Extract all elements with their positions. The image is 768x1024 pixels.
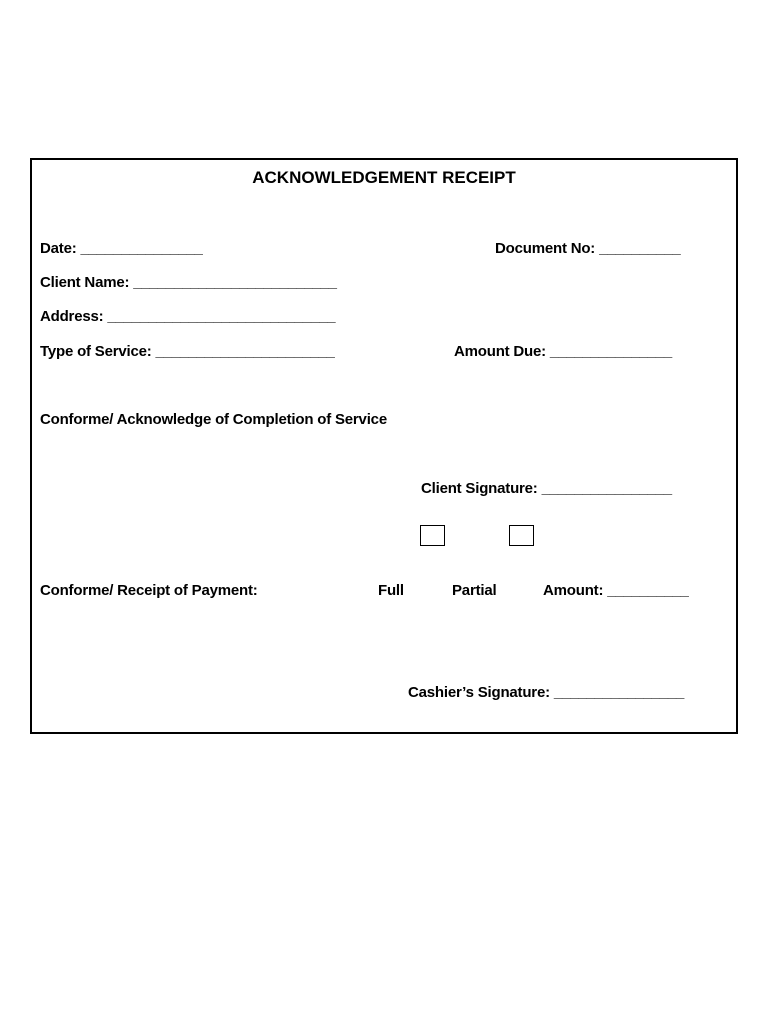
- date-field[interactable]: Date: _______________: [40, 240, 203, 257]
- cashier-signature-field[interactable]: Cashier’s Signature: ________________: [408, 684, 685, 701]
- conforme-completion-label: Conforme/ Acknowledge of Completion of Service: [40, 411, 387, 428]
- partial-label: Partial: [452, 582, 497, 599]
- address-field[interactable]: Address: ____________________________: [40, 308, 336, 325]
- conforme-payment-label: Conforme/ Receipt of Payment:: [40, 582, 258, 599]
- receipt-title: ACKNOWLEDGEMENT RECEIPT: [252, 168, 516, 187]
- client-name-field[interactable]: Client Name: _________________________: [40, 274, 337, 291]
- type-of-service-field[interactable]: Type of Service: ______________________: [40, 343, 335, 360]
- acknowledgement-receipt-form: [30, 158, 738, 734]
- full-label: Full: [378, 582, 404, 599]
- document-no-field[interactable]: Document No: __________: [495, 240, 681, 257]
- amount-field[interactable]: Amount: __________: [543, 582, 689, 599]
- partial-payment-checkbox[interactable]: [509, 525, 534, 546]
- client-signature-field[interactable]: Client Signature: ________________: [421, 480, 672, 497]
- amount-due-field[interactable]: Amount Due: _______________: [454, 343, 673, 360]
- full-payment-checkbox[interactable]: [420, 525, 445, 546]
